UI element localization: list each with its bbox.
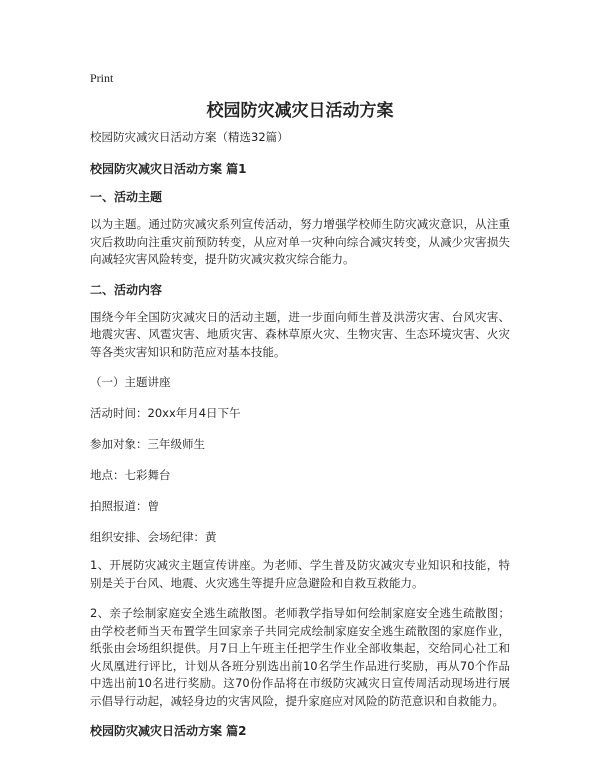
activity-location: 地点：七彩舞台 xyxy=(90,468,171,482)
document-subtitle: 校园防灾减灾日活动方案（精选32篇） xyxy=(90,130,289,144)
article-1-heading: 校园防灾减灾日活动方案 篇1 xyxy=(90,162,247,176)
list-item-2: 2、亲子绘制家庭安全逃生疏散图。老师教学指导如何绘制家庭安全逃生疏散图；由学校老师当天布置学生回家亲子共同完成绘制家庭安全逃生疏散图的家庭作业，纸张由会场组织提供。月7日上午班主任把学生作业全部收集起，交给同心社工和火凤凰进行评比，计划从各班分别选出前10名学生作品进行奖励，再从70个作品中选出前10名进行奖励。这70份作品将在市级防灾减灾日宣传周活动现场进行展示倡导行动起，减轻身边的灾害风险，提升家庭应对风险的防范意识和自救能力。 xyxy=(90,606,510,708)
activity-organizer: 组织安排、会场纪律：黄 xyxy=(90,530,217,544)
section-2-paragraph: 围绕今年全国防灾减灾日的活动主题，进一步面向师生普及洪涝灾害、台风灾害、地震灾害、风雹灾害、地质灾害、森林草原火灾、生物灾害、生态环境灾害、火灾等各类灾害知识和防范应对基本技能。 xyxy=(90,309,510,359)
list-item-1: 1、开展防灾减灾主题宣传讲座。为老师、学生普及防灾减灾专业知识和技能，特别是关于台风、地震、火灾逃生等提升应急避险和自救互救能力。 xyxy=(90,558,510,590)
section-1-heading: 一、活动主题 xyxy=(90,190,163,204)
activity-time: 活动时间：20xx年月4日下午 xyxy=(90,406,241,420)
activity-photo-report: 拍照报道：曾 xyxy=(90,499,159,513)
page-title: 校园防灾减灾日活动方案 xyxy=(206,101,394,121)
activity-participants: 参加对象：三年级师生 xyxy=(90,437,205,451)
article-2-heading: 校园防灾减灾日活动方案 篇2 xyxy=(90,724,247,738)
section-2-heading: 二、活动内容 xyxy=(90,282,163,297)
subsection-1-heading: （一）主题讲座 xyxy=(90,375,171,389)
print-link[interactable]: Print xyxy=(90,71,114,85)
section-1-paragraph: 以为主题。通过防灾减灾系列宣传活动，努力增强学校师生防灾减灾意识，从注重灾后救助向注重灾前预防转变，从应对单一灾种向综合减灾转变，从减少灾害损失向减轻灾害风险转变，提升防灾减灾救灾综合能力。 xyxy=(90,217,510,266)
